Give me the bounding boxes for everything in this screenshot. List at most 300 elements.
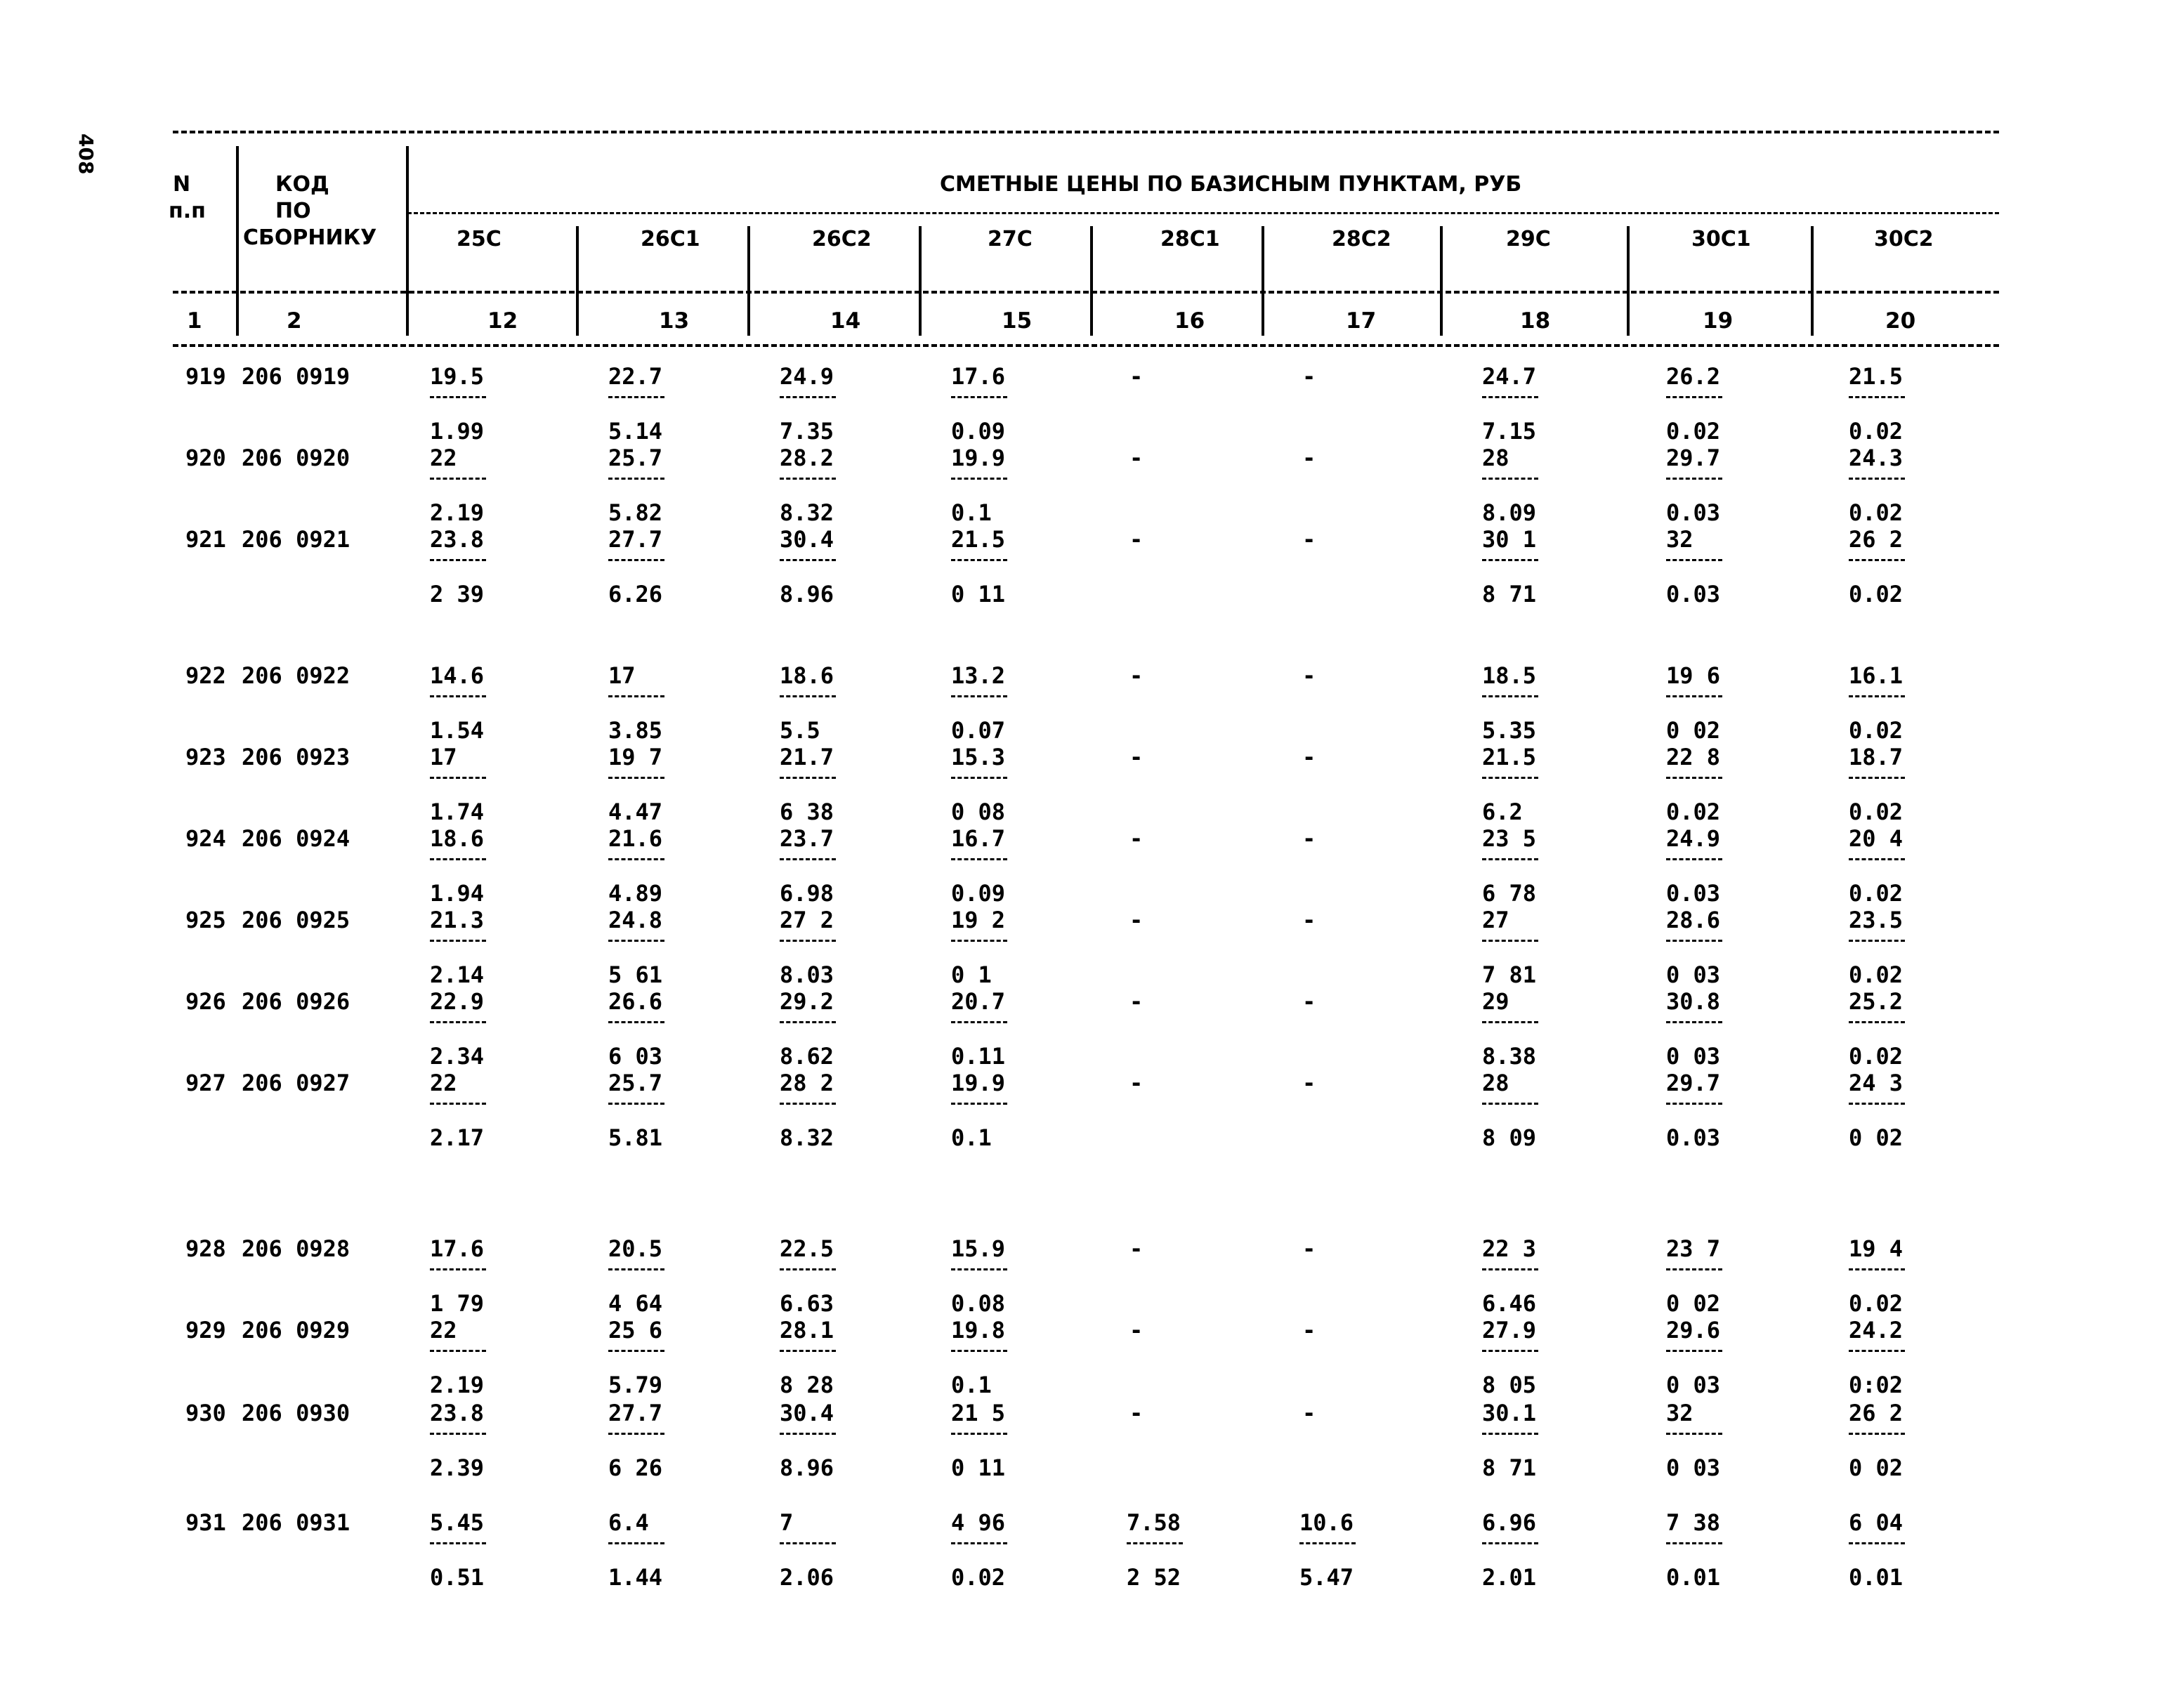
fraction-line (608, 940, 664, 942)
price-value: - (1302, 988, 1316, 1015)
price-value: - (1129, 662, 1144, 689)
price-value-secondary: 0.02 (1849, 581, 1904, 607)
fraction-line (430, 396, 486, 398)
price-value-secondary: 4.89 (608, 880, 663, 907)
fraction-line (951, 695, 1007, 697)
price-value-secondary: 2.17 (430, 1124, 485, 1151)
price-value-secondary: 5.35 (1482, 717, 1537, 744)
price-value-secondary: 2.19 (430, 1372, 485, 1398)
price-value: 23 7 (1666, 1235, 1721, 1262)
fraction-line (780, 1350, 836, 1352)
price-value: - (1129, 363, 1144, 390)
price-value-secondary: 6.2 (1482, 799, 1523, 825)
price-value: 30.4 (780, 1400, 834, 1426)
fraction-line (1849, 1268, 1905, 1270)
price-value: 30.1 (1482, 1400, 1537, 1426)
price-value-secondary: 0 02 (1666, 1290, 1721, 1317)
col-separator (1090, 226, 1093, 336)
column-header: 25С (457, 227, 502, 251)
fraction-line (430, 1350, 486, 1352)
row-code: 206 0919 (242, 363, 350, 390)
price-value-secondary: 0.02 (1849, 1043, 1904, 1070)
row-code: 206 0929 (242, 1317, 350, 1344)
fraction-line (780, 1542, 836, 1544)
row-number: 923 (185, 744, 226, 770)
price-value: 22 3 (1482, 1235, 1537, 1262)
header-top-rule (173, 131, 1999, 133)
fraction-line (951, 478, 1007, 480)
header-pp: п.п (169, 199, 206, 223)
price-value: 27.9 (1482, 1317, 1537, 1344)
price-value: - (1302, 363, 1316, 390)
price-value: 24.7 (1482, 363, 1537, 390)
price-value: - (1129, 988, 1144, 1015)
price-value: - (1129, 1070, 1144, 1096)
row-code: 206 0930 (242, 1400, 350, 1426)
price-value-secondary: 0.03 (1666, 581, 1721, 607)
column-number: 1 (187, 308, 202, 334)
price-value-secondary: 2 52 (1127, 1564, 1181, 1591)
price-value: 21.5 (1849, 363, 1904, 390)
fraction-line (1666, 1021, 1722, 1023)
price-value-secondary: 0.02 (1666, 799, 1721, 825)
fraction-line (430, 777, 486, 779)
price-value: 7.58 (1127, 1509, 1181, 1536)
price-value: 18.6 (430, 825, 485, 852)
price-value-secondary: 8.62 (780, 1043, 834, 1070)
price-value-secondary: 6 78 (1482, 880, 1537, 907)
fraction-line (608, 559, 664, 561)
price-value: 30.4 (780, 526, 834, 553)
price-value: 22 (430, 1317, 457, 1344)
price-value: 21.3 (430, 907, 485, 933)
price-value-secondary: 0.02 (1849, 1290, 1904, 1317)
fraction-line (430, 1268, 486, 1270)
price-value-secondary: 6 03 (608, 1043, 663, 1070)
col-separator (236, 146, 239, 336)
price-value: - (1302, 445, 1316, 471)
fraction-line (1299, 1542, 1356, 1544)
price-value-secondary: 8.03 (780, 961, 834, 988)
price-value: 29.7 (1666, 445, 1721, 471)
price-value: 6 04 (1849, 1509, 1904, 1536)
price-value: 14.6 (430, 662, 485, 689)
fraction-line (430, 695, 486, 697)
price-value-secondary: 6.26 (608, 581, 663, 607)
price-value-secondary: 0.03 (1666, 880, 1721, 907)
column-number-top-rule (173, 291, 1999, 294)
column-header: 30С2 (1874, 227, 1934, 251)
price-value: 21.5 (1482, 744, 1537, 770)
price-value: 27.7 (608, 526, 663, 553)
row-code: 206 0921 (242, 526, 350, 553)
row-code: 206 0924 (242, 825, 350, 852)
fraction-line (780, 858, 836, 860)
col-separator (406, 146, 409, 336)
price-value-secondary: 7.35 (780, 418, 834, 445)
price-value-secondary: 0.11 (951, 1043, 1006, 1070)
row-code: 206 0923 (242, 744, 350, 770)
fraction-line (608, 478, 664, 480)
price-value: - (1302, 907, 1316, 933)
price-value: 29.6 (1666, 1317, 1721, 1344)
price-value-secondary: 1.99 (430, 418, 485, 445)
price-value: - (1129, 825, 1144, 852)
price-value: - (1302, 1317, 1316, 1344)
price-value-secondary: 0.03 (1666, 1124, 1721, 1151)
price-value: 24.8 (608, 907, 663, 933)
fraction-line (608, 1268, 664, 1270)
col-separator (747, 226, 750, 336)
fraction-line (780, 1021, 836, 1023)
price-value-secondary: 8.96 (780, 581, 834, 607)
price-value-secondary: 0.02 (1849, 499, 1904, 526)
price-value: 15.9 (951, 1235, 1006, 1262)
price-value: 19.5 (430, 363, 485, 390)
price-value: 21 5 (951, 1400, 1006, 1426)
fraction-line (1482, 940, 1538, 942)
price-value-secondary: 0.08 (951, 1290, 1006, 1317)
price-value-secondary: 0 03 (1666, 1043, 1721, 1070)
price-value: 24.9 (1666, 825, 1721, 852)
fraction-line (1849, 1021, 1905, 1023)
row-code: 206 0926 (242, 988, 350, 1015)
fraction-line (430, 478, 486, 480)
fraction-line (780, 940, 836, 942)
price-value-secondary: 5 61 (608, 961, 663, 988)
price-value-secondary: 7.15 (1482, 418, 1537, 445)
column-header: 26С1 (641, 227, 700, 251)
price-value-secondary: 0.1 (951, 499, 992, 526)
fraction-line (1666, 695, 1722, 697)
fraction-line (430, 1542, 486, 1544)
price-value-secondary: 8.32 (780, 499, 834, 526)
price-value-secondary: 0.51 (430, 1564, 485, 1591)
column-number: 13 (659, 308, 690, 334)
price-value: 22 8 (1666, 744, 1721, 770)
fraction-line (951, 1021, 1007, 1023)
price-value: 25.2 (1849, 988, 1904, 1015)
row-code: 206 0928 (242, 1235, 350, 1262)
price-value: 29.2 (780, 988, 834, 1015)
price-value-secondary: 8 05 (1482, 1372, 1537, 1398)
price-value: 27 (1482, 907, 1509, 933)
col-separator (1262, 226, 1264, 336)
price-value-secondary: 0 02 (1849, 1454, 1904, 1481)
price-value-secondary: 0 02 (1666, 717, 1721, 744)
column-number: 16 (1174, 308, 1205, 334)
price-value: - (1129, 445, 1144, 471)
fraction-line (1127, 1542, 1183, 1544)
price-value-secondary: 1.54 (430, 717, 485, 744)
price-value-secondary: 8 71 (1482, 581, 1537, 607)
row-number: 921 (185, 526, 226, 553)
price-value: 6.4 (608, 1509, 649, 1536)
price-value-secondary: 8.96 (780, 1454, 834, 1481)
price-value: 26 2 (1849, 526, 1904, 553)
price-value: 19 2 (951, 907, 1006, 933)
row-number: 926 (185, 988, 226, 1015)
fraction-line (780, 777, 836, 779)
fraction-line (608, 1542, 664, 1544)
price-value-secondary: 5.79 (608, 1372, 663, 1398)
price-value-secondary: 8 09 (1482, 1124, 1537, 1151)
price-value-secondary: 6 38 (780, 799, 834, 825)
price-value-secondary: 2 39 (430, 581, 485, 607)
price-value-secondary: 2.06 (780, 1564, 834, 1591)
price-value: 22.5 (780, 1235, 834, 1262)
fraction-line (430, 1433, 486, 1435)
row-code: 206 0927 (242, 1070, 350, 1096)
price-value: 23.8 (430, 526, 485, 553)
price-value: 25.7 (608, 1070, 663, 1096)
price-value: - (1302, 526, 1316, 553)
header-bottom-rule (173, 344, 1999, 347)
price-value: 21.6 (608, 825, 663, 852)
fraction-line (951, 1542, 1007, 1544)
price-value: 24 3 (1849, 1070, 1904, 1096)
column-number: 20 (1885, 308, 1916, 334)
fraction-line (1849, 396, 1905, 398)
price-value-secondary: 0.02 (1849, 961, 1904, 988)
price-value: 17 (430, 744, 457, 770)
fraction-line (430, 858, 486, 860)
price-value: 5.45 (430, 1509, 485, 1536)
price-value-secondary: 0 11 (951, 1454, 1006, 1481)
fraction-line (1849, 478, 1905, 480)
price-value: - (1129, 744, 1144, 770)
price-value-secondary: 8 71 (1482, 1454, 1537, 1481)
fraction-line (608, 858, 664, 860)
fraction-line (608, 1350, 664, 1352)
price-value: 18.6 (780, 662, 834, 689)
price-value: - (1129, 1400, 1144, 1426)
fraction-line (430, 1021, 486, 1023)
header-code-2: ПО (275, 199, 311, 223)
column-number: 14 (830, 308, 861, 334)
price-value: 20.5 (608, 1235, 663, 1262)
price-value-secondary: 0.03 (1666, 499, 1721, 526)
price-value: - (1302, 662, 1316, 689)
price-value: 22.9 (430, 988, 485, 1015)
fraction-line (430, 940, 486, 942)
price-value: 23.8 (430, 1400, 485, 1426)
fraction-line (780, 1103, 836, 1105)
price-value: 17 (608, 662, 636, 689)
fraction-line (780, 1433, 836, 1435)
price-value: 7 (780, 1509, 794, 1536)
price-value-secondary: 2.19 (430, 499, 485, 526)
price-value-secondary: 0.1 (951, 1372, 992, 1398)
fraction-line (1849, 1350, 1905, 1352)
price-value: 29.7 (1666, 1070, 1721, 1096)
fraction-line (608, 1433, 664, 1435)
fraction-line (951, 1433, 1007, 1435)
fraction-line (1849, 940, 1905, 942)
price-value: 6.96 (1482, 1509, 1537, 1536)
price-value-secondary: 0.02 (1849, 418, 1904, 445)
fraction-line (430, 559, 486, 561)
price-value: - (1302, 744, 1316, 770)
header-code-3: СБОРНИКУ (243, 225, 377, 250)
fraction-line (1482, 858, 1538, 860)
price-value: 28.1 (780, 1317, 834, 1344)
price-value: 19 6 (1666, 662, 1721, 689)
price-value: 23.7 (780, 825, 834, 852)
column-number: 18 (1520, 308, 1551, 334)
col-separator (1811, 226, 1814, 336)
price-value-secondary: 2.34 (430, 1043, 485, 1070)
col-separator (919, 226, 922, 336)
column-header: 29С (1506, 227, 1551, 251)
price-value: 29 (1482, 988, 1509, 1015)
price-value: - (1129, 907, 1144, 933)
price-value: 25.7 (608, 445, 663, 471)
price-value: 19 7 (608, 744, 663, 770)
column-number: 2 (287, 308, 302, 334)
fraction-line (1666, 559, 1722, 561)
price-value-secondary: 0 11 (951, 581, 1006, 607)
fraction-line (1849, 777, 1905, 779)
fraction-line (780, 478, 836, 480)
price-value-secondary: 2.01 (1482, 1564, 1537, 1591)
column-header: 27С (988, 227, 1033, 251)
fraction-line (951, 1268, 1007, 1270)
fraction-line (1482, 1103, 1538, 1105)
price-value: 16.1 (1849, 662, 1904, 689)
row-number: 930 (185, 1400, 226, 1426)
price-value-secondary: 0:02 (1849, 1372, 1904, 1398)
fraction-line (1482, 1268, 1538, 1270)
fraction-line (1482, 396, 1538, 398)
price-value: 18.7 (1849, 744, 1904, 770)
price-value: 30 1 (1482, 526, 1537, 553)
price-value: 30.8 (1666, 988, 1721, 1015)
price-value-secondary: 6.63 (780, 1290, 834, 1317)
price-value-secondary: 8.32 (780, 1124, 834, 1151)
fraction-line (780, 559, 836, 561)
price-value: 21.7 (780, 744, 834, 770)
price-value-secondary: 5.82 (608, 499, 663, 526)
fraction-line (1849, 858, 1905, 860)
price-value: 18.5 (1482, 662, 1537, 689)
fraction-line (1482, 1350, 1538, 1352)
price-value: 28 2 (780, 1070, 834, 1096)
price-value-secondary: 0.02 (1666, 418, 1721, 445)
price-value-secondary: 2.14 (430, 961, 485, 988)
row-number: 925 (185, 907, 226, 933)
col-separator (576, 226, 579, 336)
fraction-line (1666, 858, 1722, 860)
price-value-secondary: 0.07 (951, 717, 1006, 744)
price-value-secondary: 5.47 (1299, 1564, 1354, 1591)
price-value-secondary: 0.09 (951, 880, 1006, 907)
price-value: - (1129, 1235, 1144, 1262)
fraction-line (1666, 396, 1722, 398)
column-number: 15 (1002, 308, 1033, 334)
price-value-secondary: 4 64 (608, 1290, 663, 1317)
price-value: 27.7 (608, 1400, 663, 1426)
price-value: 27 2 (780, 907, 834, 933)
row-number: 920 (185, 445, 226, 471)
fraction-line (1849, 559, 1905, 561)
price-value: 32 (1666, 1400, 1693, 1426)
fraction-line (1666, 777, 1722, 779)
col-separator (1627, 226, 1630, 336)
fraction-line (1666, 1268, 1722, 1270)
price-value-secondary: 0.02 (1849, 717, 1904, 744)
row-number: 919 (185, 363, 226, 390)
fraction-line (1482, 559, 1538, 561)
price-value: 22 (430, 445, 457, 471)
row-number: 927 (185, 1070, 226, 1096)
fraction-line (1666, 940, 1722, 942)
price-value: 20 4 (1849, 825, 1904, 852)
price-value: 28.6 (1666, 907, 1721, 933)
price-value-secondary: 0.09 (951, 418, 1006, 445)
fraction-line (608, 1103, 664, 1105)
price-value-secondary: 3.85 (608, 717, 663, 744)
fraction-line (1666, 1103, 1722, 1105)
row-number: 922 (185, 662, 226, 689)
group-title-rule (407, 212, 1999, 214)
group-title: СМЕТНЫЕ ЦЕНЫ ПО БАЗИСНЫМ ПУНКТАМ, РУБ (940, 172, 1522, 197)
fraction-line (608, 695, 664, 697)
column-header: 26С2 (812, 227, 872, 251)
price-value: 20.7 (951, 988, 1006, 1015)
fraction-line (1666, 478, 1722, 480)
price-value: 22 (430, 1070, 457, 1096)
header-code-1: КОД (275, 172, 329, 197)
price-value: 22.7 (608, 363, 663, 390)
price-value-secondary: 8.38 (1482, 1043, 1537, 1070)
fraction-line (951, 559, 1007, 561)
column-header: 30С1 (1691, 227, 1751, 251)
price-value-secondary: 7 81 (1482, 961, 1537, 988)
price-value: - (1129, 526, 1144, 553)
price-value-secondary: 0.01 (1849, 1564, 1904, 1591)
price-value: - (1302, 1235, 1316, 1262)
price-value: 24.2 (1849, 1317, 1904, 1344)
price-value: - (1302, 1400, 1316, 1426)
price-value: 32 (1666, 526, 1693, 553)
column-number: 12 (487, 308, 518, 334)
fraction-line (951, 858, 1007, 860)
price-value-secondary: 0.1 (951, 1124, 992, 1151)
column-header: 28С1 (1160, 227, 1220, 251)
price-value: 23.5 (1849, 907, 1904, 933)
fraction-line (1482, 1433, 1538, 1435)
price-value-secondary: 6 26 (608, 1454, 663, 1481)
fraction-line (608, 777, 664, 779)
row-code: 206 0925 (242, 907, 350, 933)
fraction-line (430, 1103, 486, 1105)
price-value: 4 96 (951, 1509, 1006, 1536)
price-value: 13.2 (951, 662, 1006, 689)
price-value: 23 5 (1482, 825, 1537, 852)
column-number: 19 (1703, 308, 1734, 334)
price-value: 10.6 (1299, 1509, 1354, 1536)
price-value-secondary: 5.5 (780, 717, 820, 744)
price-value-secondary: 4.47 (608, 799, 663, 825)
price-value-secondary: 0 08 (951, 799, 1006, 825)
price-value: - (1302, 825, 1316, 852)
price-value-secondary: 8.09 (1482, 499, 1537, 526)
price-value-secondary: 1 79 (430, 1290, 485, 1317)
fraction-line (780, 396, 836, 398)
fraction-line (1849, 1542, 1905, 1544)
price-value-secondary: 6.46 (1482, 1290, 1537, 1317)
